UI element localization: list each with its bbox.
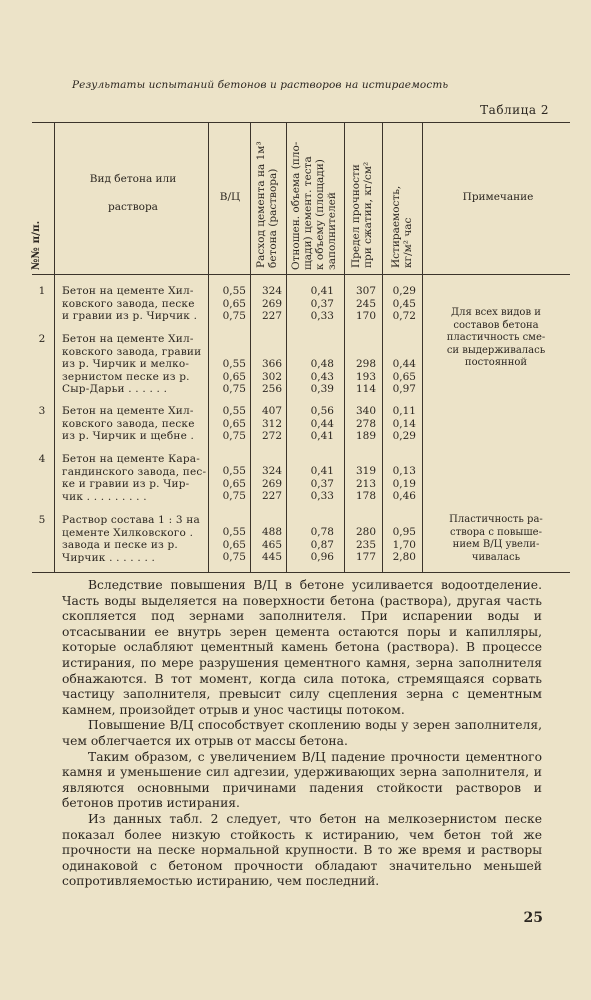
- header-strength: Предел прочности при сжатии, кг/см²: [350, 161, 374, 268]
- header-vc: В/Ц: [219, 191, 241, 203]
- row-vc: 0,55 0,65 0,75: [222, 465, 246, 502]
- row-wear: 0,44 0,65 0,97: [392, 358, 416, 395]
- paragraph: Таким образом, с увеличением В/Ц падение прочности цементного камня и уменьшение сил адгезии, удерживающих зерна заполнителя, и являются основными причинами падения стойкости растворов и бетонов против истирания.: [62, 749, 542, 811]
- row-wear: 0,29 0,45 0,72: [392, 285, 416, 322]
- row-ratio: 0,78 0,87 0,96: [310, 526, 334, 563]
- table-label: Таблица 2: [480, 103, 549, 117]
- header-number: №№ п/п.: [30, 220, 42, 270]
- row-vc: 0,55 0,65 0,75: [222, 526, 246, 563]
- row-ratio: 0,48 0,43 0,39: [310, 358, 334, 395]
- row-ratio: 0,41 0,37 0,33: [310, 465, 334, 502]
- row-strength: 307 245 170: [355, 285, 376, 322]
- col-divider: [250, 122, 251, 572]
- row-cement: 488 465 445: [261, 526, 282, 563]
- table-top-rule: [32, 122, 570, 123]
- col-divider: [208, 122, 209, 572]
- col-divider: [422, 122, 423, 572]
- row-number: 5: [38, 514, 46, 526]
- row-vc: 0,55 0,65 0,75: [222, 405, 246, 442]
- row-strength: 319 213 178: [355, 465, 376, 502]
- row-description: Бетон на цементе Хил- ковского завода, песке из р. Чирчик и щебне .: [62, 405, 195, 442]
- paragraph: Вследствие повышения В/Ц в бетоне усиливается водоотделение. Часть воды выделяется на поверхности бетона (раствора), другая часть скопляется под зернами заполнителя. При испарении воды и отсасывании ее внутрь зерен цемента остаются поры и капилляры, которые ослабляют цементный камень бетона (раствора). В процессе истирания, по мере разрушения цементного камня, зерна заполнителя обнажаются. В тот момент, когда сила потока, стремящаяся сорвать частицу заполнителя, превысит силу сцепления зерна с цементным камнем, произойдет отрыв и унос частицы потоком.: [62, 578, 542, 717]
- row-cement: 324 269 227: [261, 285, 282, 322]
- header-ratio: Отношен. объема (пло- щади) цемент. теста к объему (площади) заполнителей: [290, 141, 338, 270]
- row-description: Бетон на цементе Хил- ковского завода, гравии из р. Чирчик и мелко- зернистом песке из р. Сыр-Дарьи . . . . . .: [62, 333, 202, 395]
- results-table: [22, 122, 570, 572]
- paragraph: Повышение В/Ц способствует скоплению воды у зерен заполнителя, чем облегчается их отрыв от массы бетона.: [62, 718, 542, 748]
- header-type: Вид бетона или раствора: [89, 173, 177, 213]
- table-caption: Результаты испытаний бетонов и растворов на истираемость: [72, 79, 449, 91]
- row-vc: 0,55 0,65 0,75: [222, 358, 246, 395]
- row-strength: 340 278 189: [355, 405, 376, 442]
- paragraph: Из данных табл. 2 следует, что бетон на мелкозернистом песке показал более низкую стойкость к истиранию, чем бетон той же прочности на песке нормальной крупности. В то же время и растворы одинаковой с бетоном прочности обладают значительно меньшей сопротивляемостью истиранию, чем последний.: [62, 811, 542, 889]
- row-number: 1: [38, 285, 46, 297]
- col-divider: [286, 122, 287, 572]
- row-cement: 366 302 256: [261, 358, 282, 395]
- row-number: 4: [38, 453, 46, 465]
- row-description: Бетон на цементе Кара- гандинского завода, пес- ке и гравии из р. Чир- чик . . . . . . . . .: [62, 453, 207, 503]
- row-vc: 0,55 0,65 0,75: [222, 285, 246, 322]
- row-strength: 280 235 177: [355, 526, 376, 563]
- note-constant-plasticity: Для всех видов и составов бетона пластичность сме- си выдерживалась постоянной: [446, 307, 546, 368]
- header-wear: Истираемость, кг/м² час: [390, 185, 414, 268]
- row-number: 2: [38, 333, 46, 345]
- col-divider: [382, 122, 383, 572]
- row-wear: 0,13 0,19 0,46: [392, 465, 416, 502]
- row-ratio: 0,56 0,44 0,41: [310, 405, 334, 442]
- header-cement: Расход цемента на 1м³ бетона (раствора): [255, 141, 279, 268]
- table-header-rule: [32, 274, 570, 275]
- note-increasing-plasticity: Пластичность ра- створа с повыше- нием В/Ц увели- чивалась: [449, 514, 543, 563]
- body-text: [62, 578, 542, 890]
- row-ratio: 0,41 0,37 0,33: [310, 285, 334, 322]
- row-wear: 0,11 0,14 0,29: [392, 405, 416, 442]
- row-description: Бетон на цементе Хил- ковского завода, песке и гравии из р. Чирчик .: [62, 285, 198, 322]
- row-cement: 407 312 272: [261, 405, 282, 442]
- page-number: 25: [523, 910, 543, 926]
- row-wear: 0,95 1,70 2,80: [392, 526, 416, 563]
- col-divider: [344, 122, 345, 572]
- col-divider: [54, 122, 55, 572]
- table-bottom-rule: [32, 572, 570, 573]
- row-cement: 324 269 227: [261, 465, 282, 502]
- row-description: Раствор состава 1 : 3 на цементе Хилковского . завода и песке из р. Чирчик . . . . . . .: [62, 514, 200, 564]
- row-number: 3: [38, 405, 46, 417]
- header-note: Примечание: [462, 191, 534, 203]
- row-strength: 298 193 114: [355, 358, 376, 395]
